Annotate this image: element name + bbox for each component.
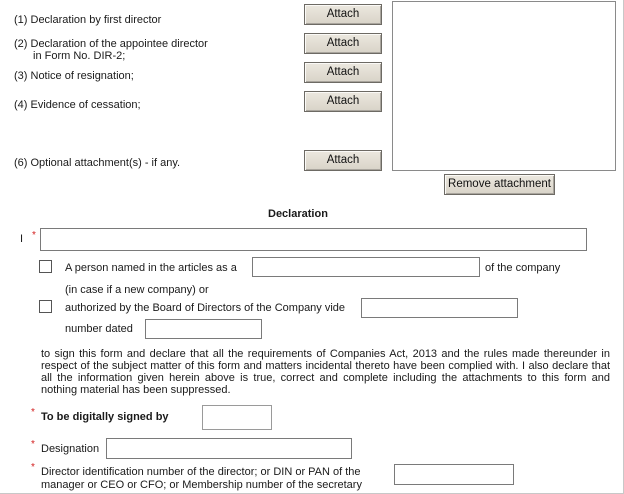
din-label-line1: Director identification number of the director; or DIN or PAN of the (41, 466, 361, 478)
designation-label: Designation (41, 443, 100, 455)
digital-signature-box[interactable] (202, 405, 272, 430)
resolution-number-input[interactable] (361, 298, 518, 318)
din-label-line2: manager or CEO or CFO; or Membership number of the secretary (41, 479, 362, 491)
attachment-label-2: (2) Declaration of the appointee director (14, 38, 208, 50)
i-label: I (20, 233, 24, 245)
attach-button-2[interactable]: Attach (304, 33, 382, 54)
board-authorized-checkbox[interactable] (39, 300, 52, 313)
number-dated-label: number dated (65, 323, 133, 335)
required-mark: * (31, 439, 35, 450)
of-company-label: of the company (485, 262, 561, 274)
board-authorized-label: authorized by the Board of Directors of the Company vide (65, 302, 346, 314)
attach-button-4[interactable]: Attach (304, 91, 382, 112)
attachment-label-2-line2: in Form No. DIR-2; (33, 50, 126, 62)
attach-button-3[interactable]: Attach (304, 62, 382, 83)
required-mark: * (31, 462, 35, 473)
required-mark: * (31, 407, 35, 418)
articles-person-checkbox[interactable] (39, 260, 52, 273)
articles-designation-input[interactable] (252, 257, 480, 277)
attachment-label-6: (6) Optional attachment(s) - if any. (14, 157, 181, 169)
declarant-name-input[interactable] (40, 228, 587, 251)
articles-person-label: A person named in the articles as a (65, 262, 237, 274)
digitally-signed-label: To be digitally signed by (41, 411, 169, 423)
attachment-label-3: (3) Notice of resignation; (14, 70, 134, 82)
attach-button-6[interactable]: Attach (304, 150, 382, 171)
declaration-statement: to sign this form and declare that all the requirements of Companies Act, 2013 and the rules made thereunder in respect of the subject matter of this form and matters incidental thereto have been complied with. I also declare that all the information given herein above is true, correct and complete including the attachments to this form and nothing material has been suppressed. (41, 348, 610, 396)
new-company-note: (in case if a new company) or (65, 284, 209, 296)
attachment-label-4: (4) Evidence of cessation; (14, 99, 141, 111)
remove-attachment-button[interactable]: Remove attachment (444, 174, 555, 195)
attachment-label-1: (1) Declaration by first director (14, 14, 162, 26)
attachment-list-box[interactable] (392, 1, 616, 171)
declaration-heading: Declaration (268, 208, 328, 220)
attach-button-1[interactable]: Attach (304, 4, 382, 25)
din-input[interactable] (394, 464, 514, 485)
designation-input[interactable] (106, 438, 352, 459)
required-mark: * (32, 230, 36, 241)
resolution-date-input[interactable] (145, 319, 262, 339)
